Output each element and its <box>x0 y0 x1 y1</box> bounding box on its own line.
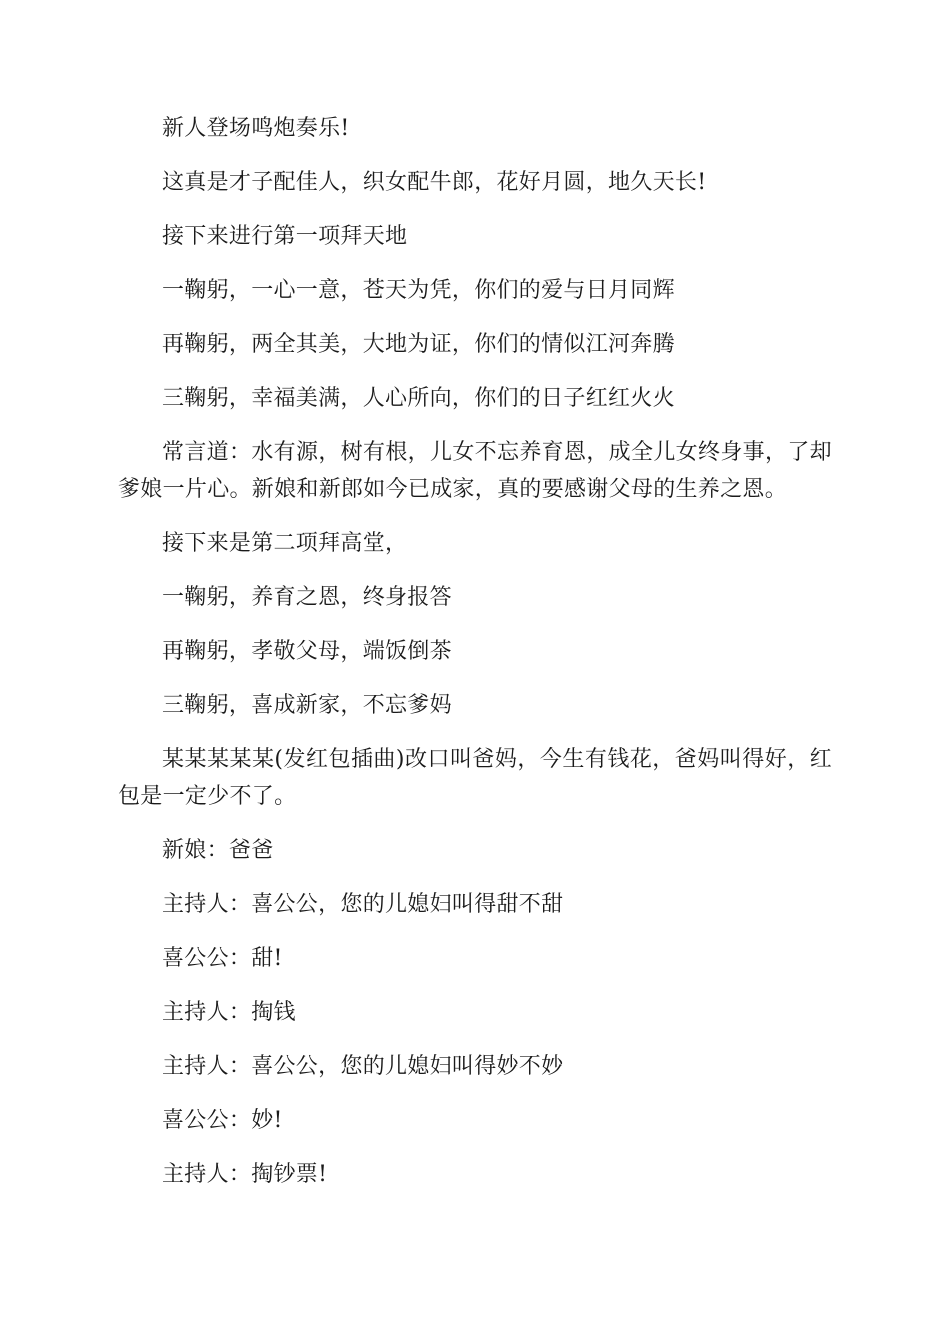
paragraph: 主持人：喜公公，您的儿媳妇叫得妙不妙 <box>162 1054 564 1079</box>
paragraph: 某某某某某(发红包插曲)改口叫爸妈，今生有钱花，爸妈叫得好，红包是一定少不了。 <box>118 747 832 809</box>
paragraph: 再鞠躬，孝敬父母，端饭倒茶 <box>162 639 452 664</box>
paragraph: 一鞠躬，养育之恩，终身报答 <box>162 585 452 610</box>
paragraph: 主持人：掏钞票! <box>162 1162 328 1187</box>
paragraph: 这真是才子配佳人，织女配牛郎，花好月圆，地久天长! <box>162 170 707 195</box>
document-body <box>118 110 832 1210</box>
paragraph: 常言道：水有源，树有根，儿女不忘养育恩，成全儿女终身事，了却爹娘一片心。新娘和新郎如今已成家，真的要感谢父母的生养之恩。 <box>118 440 832 502</box>
paragraph: 三鞠躬，喜成新家，不忘爹妈 <box>162 693 452 718</box>
paragraph: 一鞠躬，一心一意，苍天为凭，你们的爱与日月同辉 <box>162 278 675 303</box>
paragraph: 主持人：掏钱 <box>162 1000 296 1025</box>
paragraph: 接下来是第二项拜高堂， <box>162 531 408 556</box>
paragraph: 三鞠躬，幸福美满，人心所向，你们的日子红红火火 <box>162 386 675 411</box>
paragraph: 喜公公：妙! <box>162 1108 283 1133</box>
paragraph: 接下来进行第一项拜天地 <box>162 224 408 249</box>
paragraph: 主持人：喜公公，您的儿媳妇叫得甜不甜 <box>162 892 564 917</box>
paragraph: 新娘：爸爸 <box>162 838 274 863</box>
paragraph: 再鞠躬，两全其美，大地为证，你们的情似江河奔腾 <box>162 332 675 357</box>
paragraph: 喜公公：甜! <box>162 946 283 971</box>
paragraph: 新人登场鸣炮奏乐! <box>162 116 350 141</box>
